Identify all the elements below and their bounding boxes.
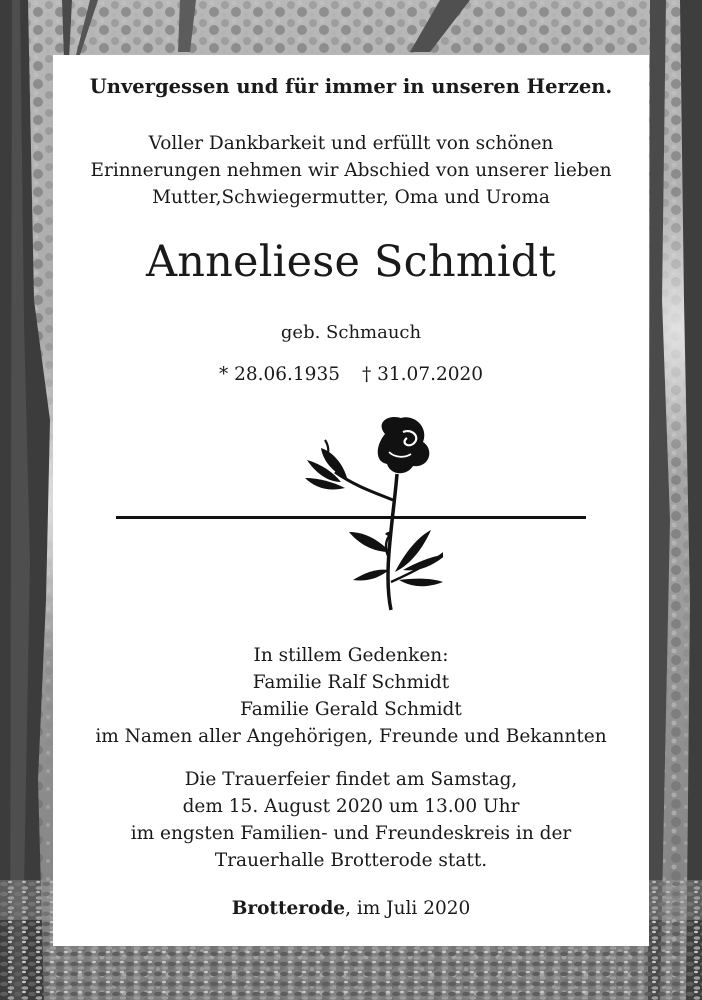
ceremony-line: Die Trauerfeier findet am Samstag,: [184, 769, 518, 790]
ceremony-info: [53, 766, 649, 874]
headline: Unvergessen und für immer in unseren Herzen.: [89, 75, 613, 98]
deceased-name: Anneliese Schmidt: [146, 237, 556, 287]
mourners-line: In stillem Gedenken:: [253, 645, 449, 666]
death-date: † 31.07.2020: [362, 364, 484, 385]
intro-line: Voller Dankbarkeit und erfüllt von schönen: [148, 133, 554, 154]
intro-line: Mutter,Schwiegermutter, Oma und Uroma: [152, 187, 550, 208]
rose-icon: [263, 412, 443, 612]
place-date-line: [53, 898, 649, 919]
mourners-line: Familie Gerald Schmidt: [240, 699, 462, 720]
intro-line: Erinnerungen nehmen wir Abschied von unserer lieben: [90, 160, 612, 181]
ceremony-line: Trauerhalle Brotterode statt.: [214, 850, 488, 871]
mourners-line: im Namen aller Angehörigen, Freunde und Bekannten: [95, 726, 607, 747]
ceremony-line: dem 15. August 2020 um 13.00 Uhr: [182, 796, 520, 817]
mourners-line: Familie Ralf Schmidt: [252, 672, 450, 693]
place-name: Brotterode: [231, 898, 346, 919]
ceremony-line: im engsten Familien- und Freundeskreis in der: [130, 823, 572, 844]
intro-text: [53, 130, 649, 211]
maiden-name: geb. Schmauch: [280, 322, 422, 343]
life-dates: [53, 364, 649, 385]
place-date: , im Juli 2020: [345, 898, 471, 919]
obituary-card: [53, 55, 649, 946]
mourners-block: [53, 642, 649, 750]
birth-date: * 28.06.1935: [218, 364, 340, 385]
